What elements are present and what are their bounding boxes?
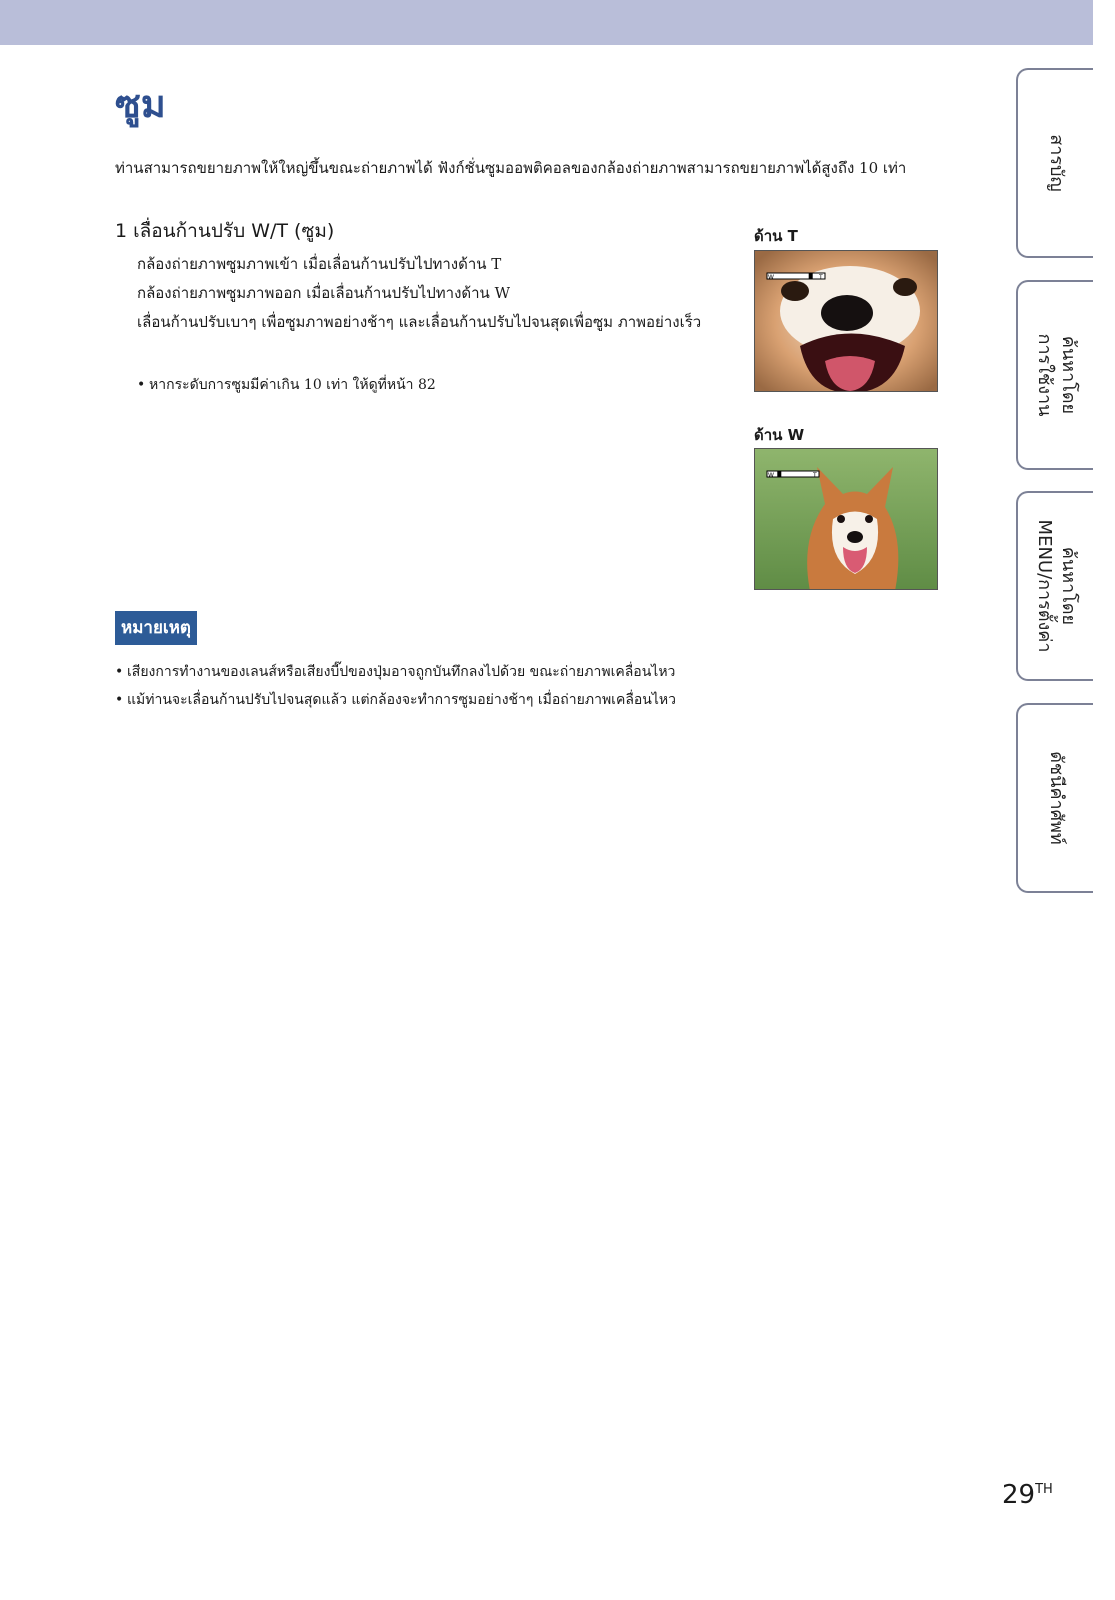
figure-t-image bbox=[754, 250, 938, 392]
page-number-value: 29 bbox=[1002, 1480, 1036, 1510]
zoom-indicator-t bbox=[809, 273, 813, 279]
top-bar bbox=[0, 0, 1093, 45]
tab-label bbox=[1032, 334, 1080, 417]
step-line: กล้องถ่ายภาพซูมภาพออก เมื่อเลื่อนก้านปรับไปทางด้าน W bbox=[137, 284, 511, 302]
list-item bbox=[115, 658, 815, 686]
tab-search-by-menu[interactable] bbox=[1016, 491, 1093, 681]
zoom-indicator-w bbox=[777, 471, 781, 477]
zoom-w-mark: W bbox=[768, 274, 774, 281]
tab-label-line: ค้นหาโดย bbox=[1057, 546, 1079, 626]
bullet: • bbox=[137, 377, 146, 393]
intro-text: ท่านสามารถขยายภาพให้ใหญ่ขึ้นขณะถ่ายภาพได้ ฟังก์ชั่นซูมออพติคอลของกล้องถ่ายภาพสามารถขยายภาพได้สูงถึง 10 เท่า bbox=[115, 159, 907, 177]
page-title: ซูม bbox=[115, 82, 166, 126]
step-line: เลื่อนก้านปรับเบาๆ เพื่อซูมภาพอย่างช้าๆ และเลื่อนก้านปรับไปจนสุดเพื่อซูม ภาพอย่างเร็ว bbox=[137, 313, 702, 331]
notes-heading: หมายเหตุ bbox=[115, 611, 197, 645]
zoom-t-mark: T bbox=[813, 472, 817, 479]
step-note bbox=[137, 374, 436, 396]
tab-contents[interactable] bbox=[1016, 68, 1093, 258]
tab-label-line: สารบัญ bbox=[1045, 134, 1067, 192]
tab-label-line: ดัชนีคำศัพท์ bbox=[1045, 751, 1067, 845]
notes-list bbox=[115, 658, 815, 714]
tab-label bbox=[1044, 134, 1068, 192]
page-number bbox=[1002, 1480, 1053, 1510]
zoom-w-mark: W bbox=[768, 472, 774, 479]
tab-label bbox=[1032, 520, 1080, 653]
figure-t-label: ด้าน T bbox=[754, 227, 798, 245]
tab-label-line: การใช้งาน bbox=[1033, 333, 1055, 417]
tab-label-line: MENU/การตั้งค่า bbox=[1033, 519, 1055, 653]
list-item bbox=[115, 686, 815, 714]
figure-w-image bbox=[754, 448, 938, 590]
tab-label-line: ค้นหาโดย bbox=[1057, 335, 1079, 415]
step-heading: 1 เลื่อนก้านปรับ W/T (ซูม) bbox=[115, 220, 335, 242]
figure-w-label: ด้าน W bbox=[754, 426, 805, 444]
zoom-t-mark: T bbox=[819, 274, 823, 281]
step-line: กล้องถ่ายภาพซูมภาพเข้า เมื่อเลื่อนก้านปรับไปทางด้าน T bbox=[137, 255, 502, 273]
bullet: • bbox=[115, 692, 124, 708]
bullet: • bbox=[115, 664, 124, 680]
note-text: เสียงการทำงานของเลนส์หรือเสียงบี๊ปของปุ่มอาจถูกบันทึกลงไปด้วย ขณะถ่ายภาพเคลื่อนไหว bbox=[127, 664, 676, 680]
step-note-text: หากระดับการซูมมีค่าเกิน 10 เท่า ให้ดูที่หน้า 82 bbox=[149, 377, 436, 393]
tab-search-by-operation[interactable] bbox=[1016, 280, 1093, 470]
tab-label bbox=[1044, 751, 1068, 845]
step-body bbox=[137, 250, 717, 337]
note-text: แม้ท่านจะเลื่อนก้านปรับไปจนสุดแล้ว แต่กล้องจะทำการซูมอย่างช้าๆ เมื่อถ่ายภาพเคลื่อนไหว bbox=[127, 692, 677, 708]
tab-index[interactable] bbox=[1016, 703, 1093, 893]
page-number-suffix: TH bbox=[1035, 1482, 1053, 1497]
